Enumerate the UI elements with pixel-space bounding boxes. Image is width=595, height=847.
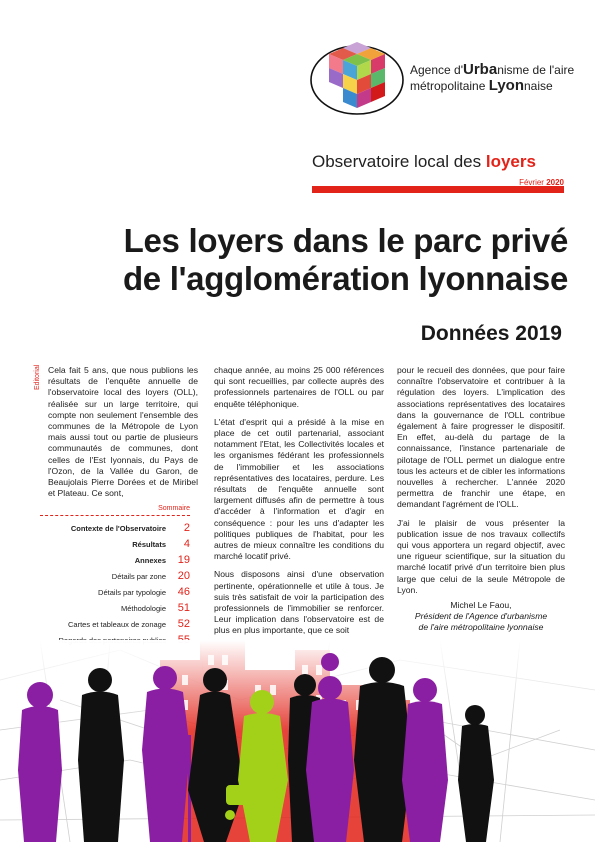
signature-block bbox=[397, 600, 565, 633]
toc-item[interactable] bbox=[40, 570, 190, 586]
toc-item-page: 52 bbox=[177, 618, 190, 630]
agency-line1-pre: Agence d' bbox=[410, 63, 463, 77]
date-year: 2020 bbox=[546, 178, 564, 187]
toc-item[interactable] bbox=[40, 554, 190, 570]
editorial-column-2 bbox=[214, 365, 384, 644]
agency-line1-post: nisme de l'aire bbox=[497, 63, 575, 77]
toc-item-page: 19 bbox=[177, 554, 190, 566]
agency-name bbox=[410, 62, 585, 94]
toc-item-label: Résultats bbox=[132, 540, 166, 549]
table-of-contents bbox=[40, 505, 190, 650]
toc-item-label: Cartes et tableaux de zonage bbox=[68, 620, 166, 629]
toc-item-page: 4 bbox=[183, 538, 190, 550]
agency-name-line1 bbox=[410, 62, 585, 78]
date-month: Février bbox=[519, 178, 547, 187]
agency-logo bbox=[305, 38, 405, 118]
cover-illustration bbox=[0, 640, 595, 842]
signatory-role-line2: de l'aire métropolitaine lyonnaise bbox=[418, 622, 544, 632]
toc-item-label: Annexes bbox=[134, 556, 166, 565]
toc-item[interactable] bbox=[40, 586, 190, 602]
toc-item[interactable] bbox=[40, 522, 190, 538]
toc-list bbox=[40, 522, 190, 650]
editorial-paragraph: Nous disposons ainsi d'une observation pertinente, opérationnelle et utile à tous. Je suis très satisfait de voir la participation des professionnels de l'immobilier se renforcer. Leur implication dans l'observatoire est de plus en plus importante, que ce soit bbox=[214, 569, 384, 636]
toc-item-page: 46 bbox=[177, 586, 190, 598]
agency-name-line2 bbox=[410, 78, 585, 94]
editorial-label bbox=[34, 350, 44, 390]
toc-item[interactable] bbox=[40, 538, 190, 554]
agency-line2-post: naise bbox=[524, 79, 553, 93]
toc-item-label: Détails par zone bbox=[111, 572, 166, 581]
editorial-label-text: Editorial bbox=[34, 364, 41, 390]
title-line1: Les loyers dans le parc privé bbox=[123, 222, 568, 259]
agency-line2-bold: Lyon bbox=[488, 77, 524, 94]
editorial-paragraph: Cela fait 5 ans, que nous publions les résultats de l'enquête annuelle de l'observatoire local des loyers (OLL), réalisée sur un large territoire, qui compte non seulement l'ensemble des communes de la Métropole de Lyon mais aussi tout ou partie de plusieurs communautés de communes, dont celles de l'Est lyonnais, du Pays de l'Ozon, de la Vallée du Garon, de Beaujolais Pierre Dorées et de Miribel et Plateau. Ce sont, bbox=[48, 365, 198, 499]
toc-item-page: 51 bbox=[177, 602, 190, 614]
agency-line2-pre: métropolitaine bbox=[410, 79, 489, 93]
title-line2: de l'agglomération lyonnaise bbox=[122, 260, 568, 297]
red-divider bbox=[312, 186, 564, 193]
toc-item-page: 2 bbox=[183, 522, 190, 534]
toc-heading: Sommaire bbox=[40, 505, 190, 516]
editorial-paragraph: J'ai le plaisir de vous présenter la publication issue de nos travaux collectifs qui vous apportera un regard objectif, avec une rigueur scientifique, sur la situation du marché locatif privé d'un territoire bien plus large que celui de la seule Métropole de Lyon. bbox=[397, 517, 565, 595]
toc-item-label: Contexte de l'Observatoire bbox=[70, 524, 166, 533]
observatory-heading bbox=[312, 152, 536, 172]
signatory-name: Michel Le Faou, bbox=[450, 600, 512, 610]
agency-line1-bold: Urba bbox=[463, 61, 498, 78]
toc-item-label: Détails par typologie bbox=[98, 588, 166, 597]
editorial-paragraph: chaque année, au moins 25 000 références qui sont recueillies, par collecte auprès des professionnels partenaires de l'OLL ou par enquête téléphonique. bbox=[214, 365, 384, 409]
editorial-column-3 bbox=[397, 365, 565, 603]
editorial-column-1 bbox=[48, 365, 198, 506]
toc-item-page: 20 bbox=[177, 570, 190, 582]
page-subtitle: Données 2019 bbox=[420, 322, 562, 345]
page-title bbox=[48, 222, 568, 298]
observatory-pre: Observatoire local des bbox=[312, 152, 486, 171]
editorial-paragraph: L'état d'esprit qui a présidé à la mise en place de cet outil partenarial, associant notamment l'Etat, les Collectivités locales et les organismes fédérant les professionnels de l'immobilier et les associations représentatives des locataires, perdure. Les résultats de l'enquête annuelle sont largement diffusés afin de permettre à tous d'accéder à l'information et d'agir en conséquence : pour les uns d'adapter les politiques publiques de l'habitat, pour les autres de mieux connaître les conditions du marché locatif privé. bbox=[214, 416, 384, 562]
observatory-bold: loyers bbox=[485, 152, 536, 171]
toc-item[interactable] bbox=[40, 618, 190, 634]
toc-item[interactable] bbox=[40, 602, 190, 618]
editorial-paragraph: pour le recueil des données, que pour faire connaître l'observatoire et contribuer à la régulation des loyers. L'implication des associations représentatives des locataires dans la gouvernance de l'OLL contribue également à faire progresser le dispositif. En effet, au-delà du partage de la connaissance, l'instance partenariale de pilotage de l'OLL permet un dialogue entre tous les acteurs et de cibler les informations nouvelles à rechercher. L'année 2020 permettra de franchir une étape, en demandant l'agrément de l'OLL. bbox=[397, 365, 565, 510]
publication-date bbox=[480, 178, 564, 187]
toc-item-label: Méthodologie bbox=[120, 604, 166, 613]
signatory-role-line1: Président de l'Agence d'urbanisme bbox=[414, 611, 548, 621]
